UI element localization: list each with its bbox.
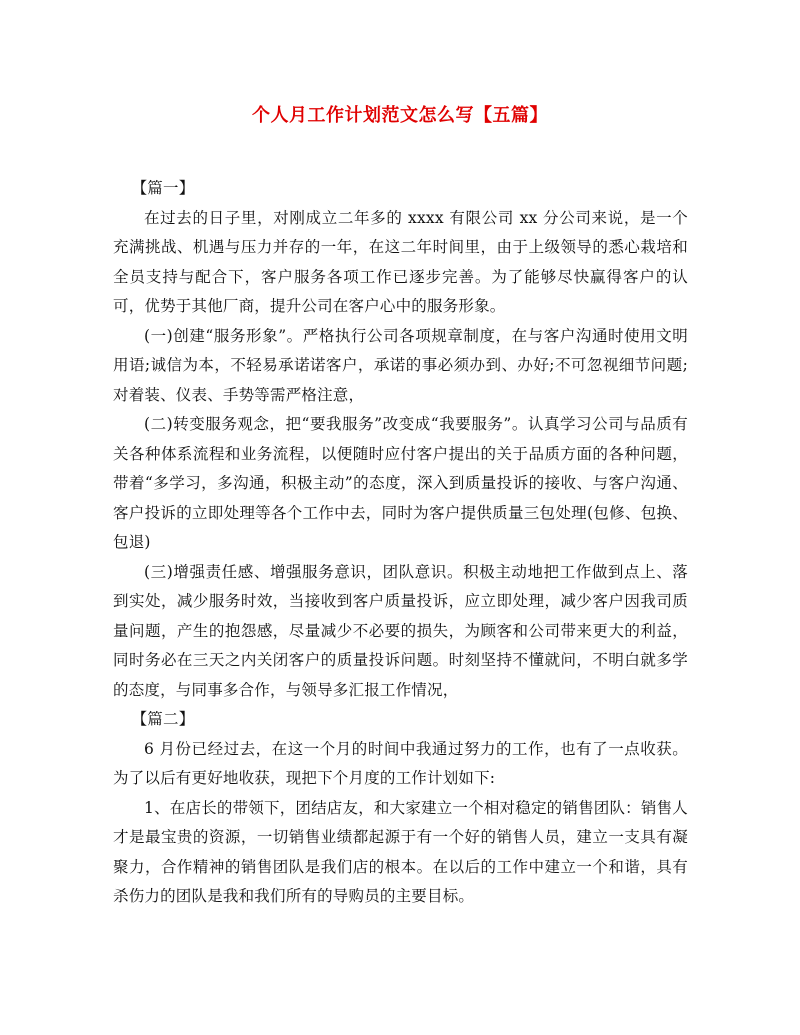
document-body <box>113 174 688 912</box>
document-title: 个人月工作计划范文怎么写【五篇】 <box>252 105 548 126</box>
paragraph: (三)增强责任感、增强服务意识，团队意识。积极主动地把工作做到点上、落到实处，减少服务时效，当接收到客户质量投诉，应立即处理，减少客户因我司质量问题，产生的抱怨感，尽量减少不必要的损失，为顾客和公司带来更大的利益，同时务必在三天之内关闭客户的质量投诉问题。时刻坚持不懂就问，不明白就多学的态度，与同事多合作，与领导多汇报工作情况， <box>113 562 688 699</box>
paragraph: 6 月份已经过去，在这一个月的时间中我通过努力的工作，也有了一点收获。为了以后有更好地收获，现把下个月度的工作计划如下: <box>113 739 688 787</box>
paragraph: 1、在店长的带领下，团结店友，和大家建立一个相对稳定的销售团队：销售人才是最宝贵的资源，一切销售业绩都起源于有一个好的销售人员，建立一支具有凝聚力，合作精神的销售团队是我们店的根本。在以后的工作中建立一个和谐，具有杀伤力的团队是我和我们所有的导购员的主要目标。 <box>113 798 688 905</box>
paragraph: (一)创建“服务形象”。严格执行公司各项规章制度，在与客户沟通时使用文明用语;诚信为本，不轻易承诺诺客户，承诺的事必须办到、办好;不可忽视细节问题;对着装、仪表、手势等需严格注意， <box>113 326 688 404</box>
section-heading: 【篇二】 <box>131 710 195 728</box>
section-heading: 【篇一】 <box>131 179 195 197</box>
paragraph: 在过去的日子里，对刚成立二年多的 xxxx 有限公司 xx 分公司来说，是一个充满挑战、机遇与压力并存的一年，在这二年时间里，由于上级领导的悉心栽培和全员支持与配合下，客户服务各项工作已逐步完善。为了能够尽快赢得客户的认可，优势于其他厂商，提升公司在客户心中的服务形象。 <box>113 208 688 315</box>
paragraph: (二)转变服务观念，把“要我服务”改变成“我要服务”。认真学习公司与品质有关各种体系流程和业务流程，以便随时应付客户提出的关于品质方面的各种问题，带着“多学习，多沟通，积极主动”的态度，深入到质量投诉的接收、与客户沟通、客户投诉的立即处理等各个工作中去，同时为客户提供质量三包处理(包修、包换、包退) <box>113 415 688 551</box>
